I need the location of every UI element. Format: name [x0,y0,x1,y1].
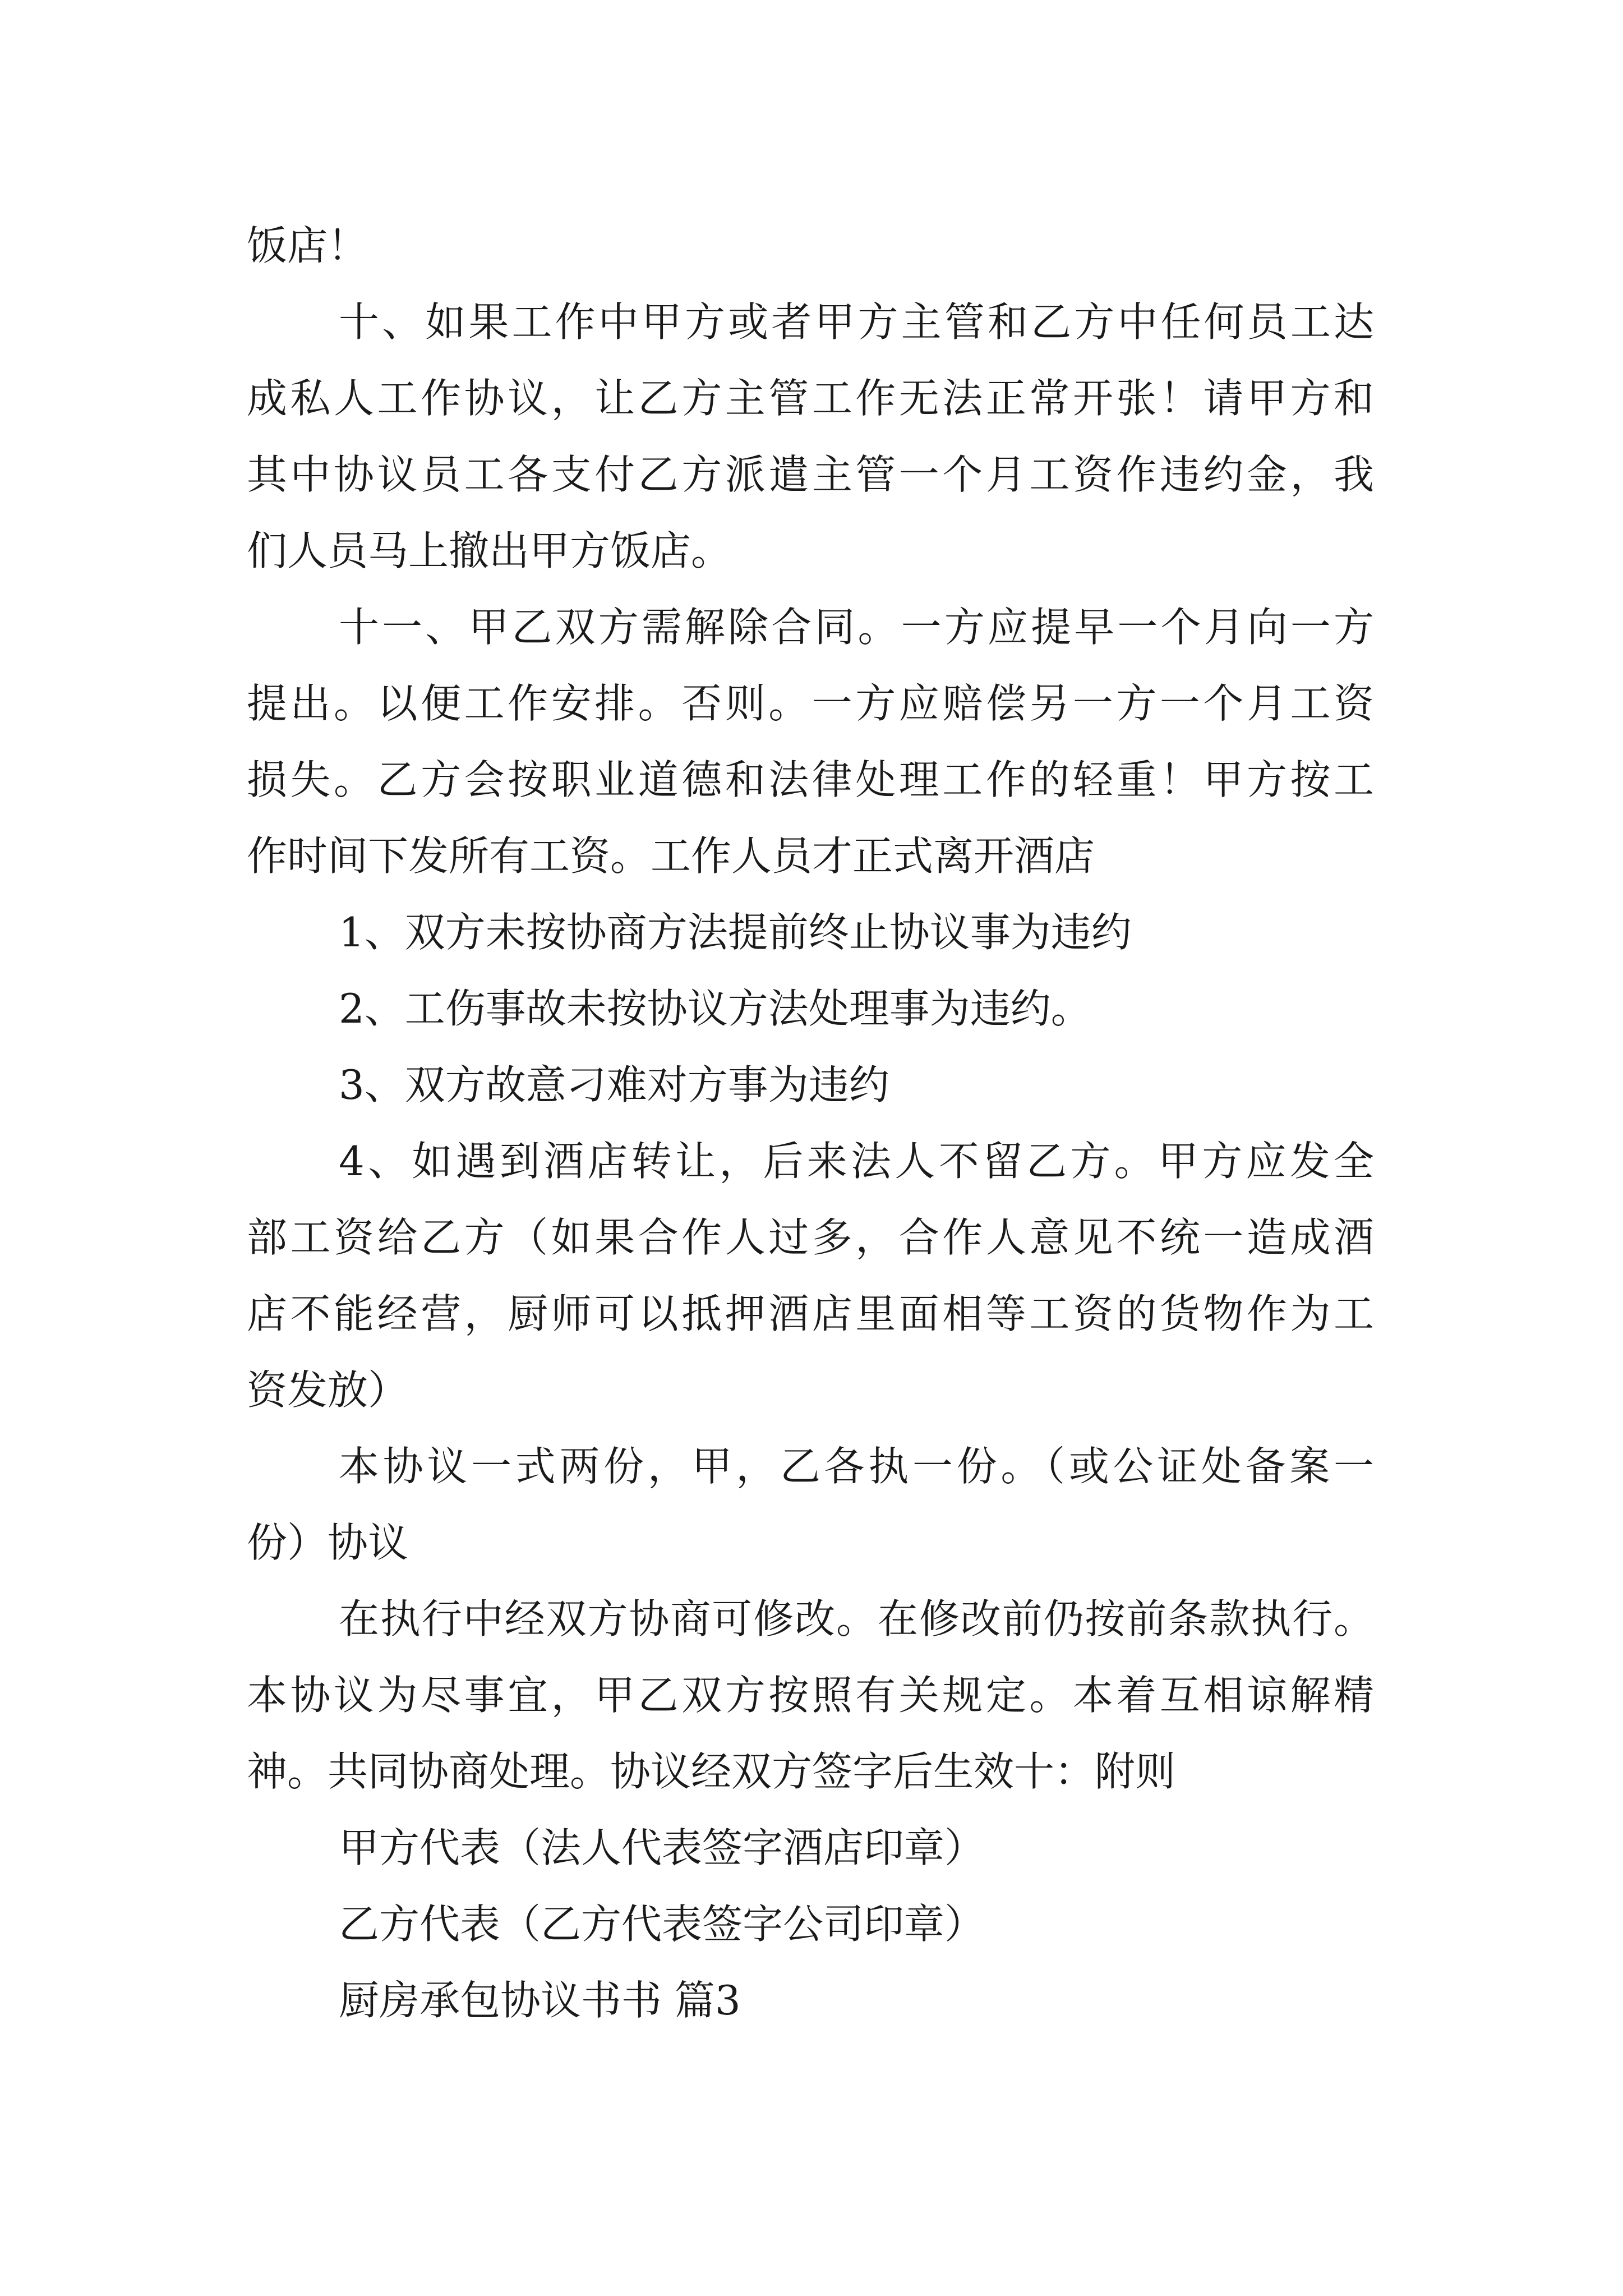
text-line: 饭店！ [247,222,368,269]
signature-line-party-a: 甲方代表（法人代表签字酒店印章） [339,1824,985,1871]
section-heading: 厨房承包协议书书 篇3 [339,1977,741,2024]
text-line: 十、如果工作中甲方或者甲方主管和乙方中任何员工达 [339,298,1374,346]
text-line: 其中协议员工各支付乙方派遣主管一个月工资作违约金，我 [247,451,1374,498]
text-line: 店不能经营，厨师可以抵押酒店里面相等工资的货物作为工 [247,1290,1374,1337]
signature-line-party-b: 乙方代表（乙方代表签字公司印章） [339,1901,985,1948]
text-line: 们人员马上撤出甲方饭店。 [247,527,732,574]
text-line: 损失。乙方会按职业道德和法律处理工作的轻重！甲方按工 [247,756,1374,803]
text-line: 1、双方未按协商方法提前终止协议事为违约 [339,909,1132,956]
text-line: 3、双方故意刁难对方事为违约 [339,1061,889,1108]
text-line: 2、工伤事故未按协议方法处理事为违约。 [339,985,1091,1032]
text-line: 神。共同协商处理。协议经双方签字后生效十：附则 [247,1748,1176,1795]
text-line: 提出。以便工作安排。否则。一方应赔偿另一方一个月工资 [247,680,1374,727]
text-line: 十一、甲乙双方需解除合同。一方应提早一个月向一方 [339,604,1374,651]
text-line: 4、如遇到酒店转让，后来法人不留乙方。甲方应发全 [339,1138,1374,1185]
text-line: 作时间下发所有工资。工作人员才正式离开酒店 [247,832,1095,880]
text-line: 本协议一式两份，甲，乙各执一份。（或公证处备案一 [339,1443,1374,1490]
text-line: 部工资给乙方（如果合作人过多，合作人意见不统一造成酒 [247,1214,1374,1261]
document-body [247,208,1374,2039]
text-line: 在执行中经双方协商可修改。在修改前仍按前条款执行。 [339,1595,1374,1642]
text-line: 资发放） [247,1366,409,1414]
text-line: 份）协议 [247,1519,409,1566]
text-line: 成私人工作协议，让乙方主管工作无法正常开张！请甲方和 [247,375,1374,422]
text-line: 本协议为尽事宜，甲乙双方按照有关规定。本着互相谅解精 [247,1672,1374,1719]
